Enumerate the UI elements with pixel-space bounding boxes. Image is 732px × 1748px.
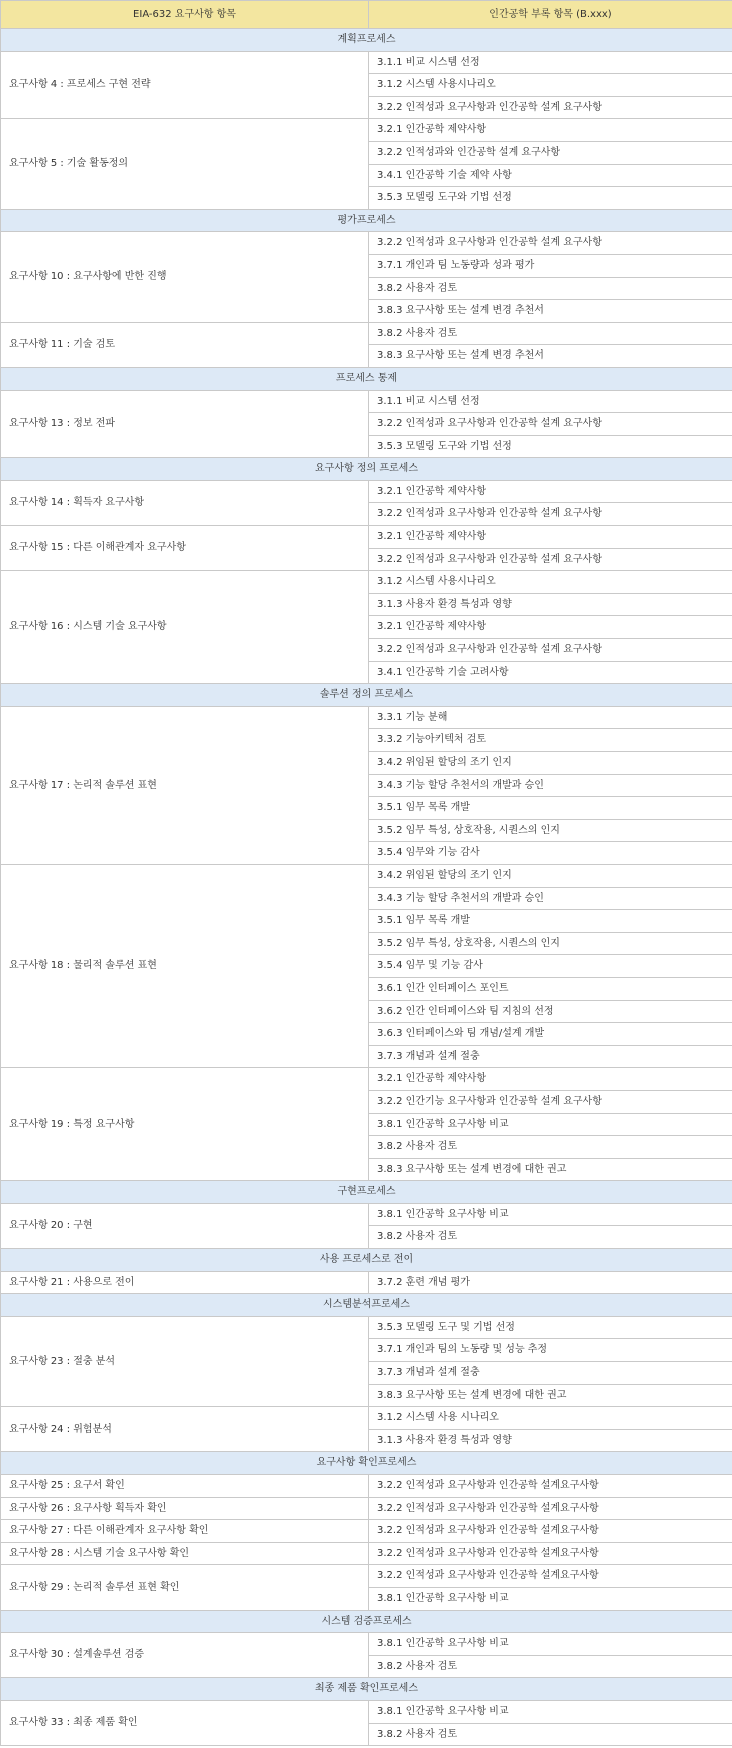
- table-row: [1, 1407, 732, 1430]
- appendix-item-cell: 3.8.1 인간공학 요구사항 비교: [369, 1203, 732, 1226]
- appendix-item-cell: 3.7.1 개인과 팀의 노동량 및 성능 추정: [369, 1339, 732, 1362]
- table-row: [1, 1316, 732, 1339]
- table-body: [1, 29, 732, 1746]
- appendix-item-cell: 3.7.1 개인과 팀 노동량과 성과 평가: [369, 254, 732, 277]
- table-row: [1, 1203, 732, 1226]
- table-row: [1, 1475, 732, 1498]
- section-title: 요구사항 정의 프로세스: [1, 458, 732, 481]
- appendix-item-cell: 3.4.2 위임된 할당의 조기 인지: [369, 752, 732, 775]
- appendix-item-cell: 3.2.2 인간기능 요구사항과 인간공학 설계 요구사항: [369, 1090, 732, 1113]
- requirement-cell: 요구사항 16 : 시스템 기술 요구사항: [1, 571, 369, 684]
- requirement-cell: 요구사항 26 : 요구사항 획득자 확인: [1, 1497, 369, 1520]
- requirement-cell: 요구사항 14 : 획득자 요구사항: [1, 480, 369, 525]
- section-row: [1, 29, 732, 52]
- section-title: 시스템 검증프로세스: [1, 1610, 732, 1633]
- requirement-cell: 요구사항 10 : 요구사항에 반한 진행: [1, 232, 369, 322]
- section-row: [1, 1452, 732, 1475]
- appendix-item-cell: 3.1.3 사용자 환경 특성과 영향: [369, 1429, 732, 1452]
- appendix-item-cell: 3.6.2 인간 인터페이스와 팀 지침의 선정: [369, 1000, 732, 1023]
- section-title: 구현프로세스: [1, 1181, 732, 1204]
- table-row: [1, 119, 732, 142]
- table-row: [1, 864, 732, 887]
- section-title: 시스템분석프로세스: [1, 1294, 732, 1317]
- appendix-item-cell: 3.4.3 기능 할당 추천서의 개발과 승인: [369, 887, 732, 910]
- appendix-item-cell: 3.5.3 모델링 도구와 기법 선정: [369, 435, 732, 458]
- requirement-cell: 요구사항 13 : 정보 전파: [1, 390, 369, 458]
- appendix-item-cell: 3.5.3 모델링 도구와 기법 선정: [369, 187, 732, 210]
- appendix-item-cell: 3.8.2 사용자 검토: [369, 1226, 732, 1249]
- appendix-item-cell: 3.2.1 인간공학 제약사항: [369, 526, 732, 549]
- header-appendix: 인간공학 부록 항목 (B.xxx): [369, 1, 732, 29]
- table-row: [1, 390, 732, 413]
- section-title: 솔루션 정의 프로세스: [1, 684, 732, 707]
- section-title: 사용 프로세스로 전이: [1, 1249, 732, 1272]
- appendix-item-cell: 3.4.3 기능 할당 추천서의 개발과 승인: [369, 774, 732, 797]
- table-row: [1, 1565, 732, 1588]
- table-row: [1, 1542, 732, 1565]
- section-row: [1, 367, 732, 390]
- appendix-item-cell: 3.2.2 인적성과와 인간공학 설계 요구사항: [369, 141, 732, 164]
- requirement-cell: 요구사항 23 : 절충 분석: [1, 1316, 369, 1406]
- appendix-item-cell: 3.2.1 인간공학 제약사항: [369, 480, 732, 503]
- appendix-item-cell: 3.8.2 사용자 검토: [369, 322, 732, 345]
- appendix-item-cell: 3.7.3 개념과 설계 절충: [369, 1045, 732, 1068]
- appendix-item-cell: 3.2.1 인간공학 제약사항: [369, 119, 732, 142]
- appendix-item-cell: 3.3.1 기능 분해: [369, 706, 732, 729]
- appendix-item-cell: 3.6.1 인간 인터페이스 포인트: [369, 977, 732, 1000]
- appendix-item-cell: 3.8.1 인간공학 요구사항 비교: [369, 1113, 732, 1136]
- table-row: [1, 526, 732, 549]
- appendix-item-cell: 3.8.2 사용자 검토: [369, 1723, 732, 1746]
- appendix-item-cell: 3.3.2 기능아키텍처 검토: [369, 729, 732, 752]
- table-row: [1, 322, 732, 345]
- appendix-item-cell: 3.2.2 인적성과 요구사항과 인간공학 설계요구사항: [369, 1497, 732, 1520]
- appendix-item-cell: 3.2.2 인적성과 요구사항과 인간공학 설계요구사항: [369, 1520, 732, 1543]
- table-row: [1, 706, 732, 729]
- appendix-item-cell: 3.8.3 요구사항 또는 설계 변경 추천서: [369, 300, 732, 323]
- appendix-item-cell: 3.8.1 인간공학 요구사항 비교: [369, 1633, 732, 1656]
- header-eia-632: EIA-632 요구사항 항목: [1, 1, 369, 29]
- appendix-item-cell: 3.2.2 인적성과 요구사항과 인간공학 설계 요구사항: [369, 548, 732, 571]
- table-row: [1, 571, 732, 594]
- appendix-item-cell: 3.2.2 인적성과 요구사항과 인간공학 설계 요구사항: [369, 639, 732, 662]
- appendix-item-cell: 3.6.3 인터페이스와 팀 개념/설계 개발: [369, 1023, 732, 1046]
- table-row: [1, 1497, 732, 1520]
- appendix-item-cell: 3.2.1 인간공학 제약사항: [369, 1068, 732, 1091]
- section-row: [1, 1678, 732, 1701]
- section-title: 평가프로세스: [1, 209, 732, 232]
- table-row: [1, 232, 732, 255]
- requirement-cell: 요구사항 17 : 논리적 솔루션 표현: [1, 706, 369, 864]
- appendix-item-cell: 3.2.2 인적성과 요구사항과 인간공학 설계 요구사항: [369, 96, 732, 119]
- appendix-item-cell: 3.5.4 임무와 기능 감사: [369, 842, 732, 865]
- appendix-item-cell: 3.8.3 요구사항 또는 설계 변경에 대한 권고: [369, 1158, 732, 1181]
- appendix-item-cell: 3.8.1 인간공학 요구사항 비교: [369, 1587, 732, 1610]
- appendix-item-cell: 3.8.3 요구사항 또는 설계 변경에 대한 권고: [369, 1384, 732, 1407]
- appendix-item-cell: 3.2.2 인적성과 요구사항과 인간공학 설계요구사항: [369, 1475, 732, 1498]
- requirement-cell: 요구사항 11 : 기술 검토: [1, 322, 369, 367]
- section-row: [1, 684, 732, 707]
- requirement-cell: 요구사항 20 : 구현: [1, 1203, 369, 1248]
- appendix-item-cell: 3.5.2 임무 특성, 상호작용, 시퀀스의 인지: [369, 819, 732, 842]
- appendix-item-cell: 3.8.2 사용자 검토: [369, 1655, 732, 1678]
- appendix-item-cell: 3.5.4 임무 및 기능 감사: [369, 955, 732, 978]
- section-title: 요구사항 확인프로세스: [1, 1452, 732, 1475]
- appendix-item-cell: 3.5.1 임무 목록 개발: [369, 797, 732, 820]
- requirement-cell: 요구사항 29 : 논리적 솔루션 표현 확인: [1, 1565, 369, 1610]
- table-row: [1, 1068, 732, 1091]
- appendix-item-cell: 3.5.1 임무 목록 개발: [369, 910, 732, 933]
- requirement-cell: 요구사항 5 : 기술 활동정의: [1, 119, 369, 209]
- appendix-item-cell: 3.8.1 인간공학 요구사항 비교: [369, 1700, 732, 1723]
- appendix-item-cell: 3.2.2 인적성과 요구사항과 인간공학 설계 요구사항: [369, 232, 732, 255]
- requirement-cell: 요구사항 21 : 사용으로 전이: [1, 1271, 369, 1294]
- section-row: [1, 1181, 732, 1204]
- appendix-item-cell: 3.5.2 임무 특성, 상호작용, 시퀀스의 인지: [369, 932, 732, 955]
- header-row: [1, 1, 732, 29]
- section-title: 최종 제품 확인프로세스: [1, 1678, 732, 1701]
- requirement-cell: 요구사항 19 : 특정 요구사항: [1, 1068, 369, 1181]
- section-title: 계획프로세스: [1, 29, 732, 52]
- requirement-cell: 요구사항 15 : 다른 이해관계자 요구사항: [1, 526, 369, 571]
- table-row: [1, 1520, 732, 1543]
- appendix-item-cell: 3.8.2 사용자 검토: [369, 277, 732, 300]
- appendix-item-cell: 3.2.2 인적성과 요구사항과 인간공학 설계 요구사항: [369, 413, 732, 436]
- appendix-item-cell: 3.4.1 인간공학 기술 고려사항: [369, 661, 732, 684]
- section-row: [1, 209, 732, 232]
- requirement-cell: 요구사항 30 : 설계솔루션 검증: [1, 1633, 369, 1678]
- requirement-cell: 요구사항 18 : 물리적 솔루션 표현: [1, 864, 369, 1067]
- appendix-item-cell: 3.8.3 요구사항 또는 설계 변경 추천서: [369, 345, 732, 368]
- appendix-item-cell: 3.2.2 인적성과 요구사항과 인간공학 설계요구사항: [369, 1542, 732, 1565]
- appendix-item-cell: 3.2.2 인적성과 요구사항과 인간공학 설계 요구사항: [369, 503, 732, 526]
- table-row: [1, 51, 732, 74]
- section-row: [1, 1294, 732, 1317]
- section-row: [1, 1610, 732, 1633]
- table-row: [1, 1271, 732, 1294]
- appendix-item-cell: 3.8.2 사용자 검토: [369, 1136, 732, 1159]
- appendix-item-cell: 3.1.1 비교 시스템 선정: [369, 390, 732, 413]
- appendix-item-cell: 3.1.3 사용자 환경 특성과 영향: [369, 593, 732, 616]
- appendix-item-cell: 3.7.2 훈련 개념 평가: [369, 1271, 732, 1294]
- requirement-cell: 요구사항 25 : 요구서 확인: [1, 1475, 369, 1498]
- appendix-item-cell: 3.2.1 인간공학 제약사항: [369, 616, 732, 639]
- appendix-item-cell: 3.2.2 인적성과 요구사항과 인간공학 설계요구사항: [369, 1565, 732, 1588]
- appendix-item-cell: 3.1.1 비교 시스템 선정: [369, 51, 732, 74]
- appendix-item-cell: 3.4.1 인간공학 기술 제약 사항: [369, 164, 732, 187]
- appendix-item-cell: 3.1.2 시스템 사용시나리오: [369, 571, 732, 594]
- appendix-item-cell: 3.1.2 시스템 사용 시나리오: [369, 1407, 732, 1430]
- requirement-cell: 요구사항 27 : 다른 이해관계자 요구사항 확인: [1, 1520, 369, 1543]
- requirement-cell: 요구사항 33 : 최종 제품 확인: [1, 1700, 369, 1745]
- requirement-cell: 요구사항 4 : 프로세스 구현 전략: [1, 51, 369, 119]
- appendix-item-cell: 3.7.3 개념과 설계 절충: [369, 1362, 732, 1385]
- requirement-cell: 요구사항 24 : 위험분석: [1, 1407, 369, 1452]
- table-row: [1, 1700, 732, 1723]
- section-row: [1, 458, 732, 481]
- appendix-item-cell: 3.1.2 시스템 사용시나리오: [369, 74, 732, 97]
- section-row: [1, 1249, 732, 1272]
- table-row: [1, 1633, 732, 1656]
- requirement-cell: 요구사항 28 : 시스템 기술 요구사항 확인: [1, 1542, 369, 1565]
- section-title: 프로세스 통제: [1, 367, 732, 390]
- appendix-item-cell: 3.4.2 위임된 할당의 조기 인지: [369, 864, 732, 887]
- table-row: [1, 480, 732, 503]
- appendix-item-cell: 3.5.3 모델링 도구 및 기법 선정: [369, 1316, 732, 1339]
